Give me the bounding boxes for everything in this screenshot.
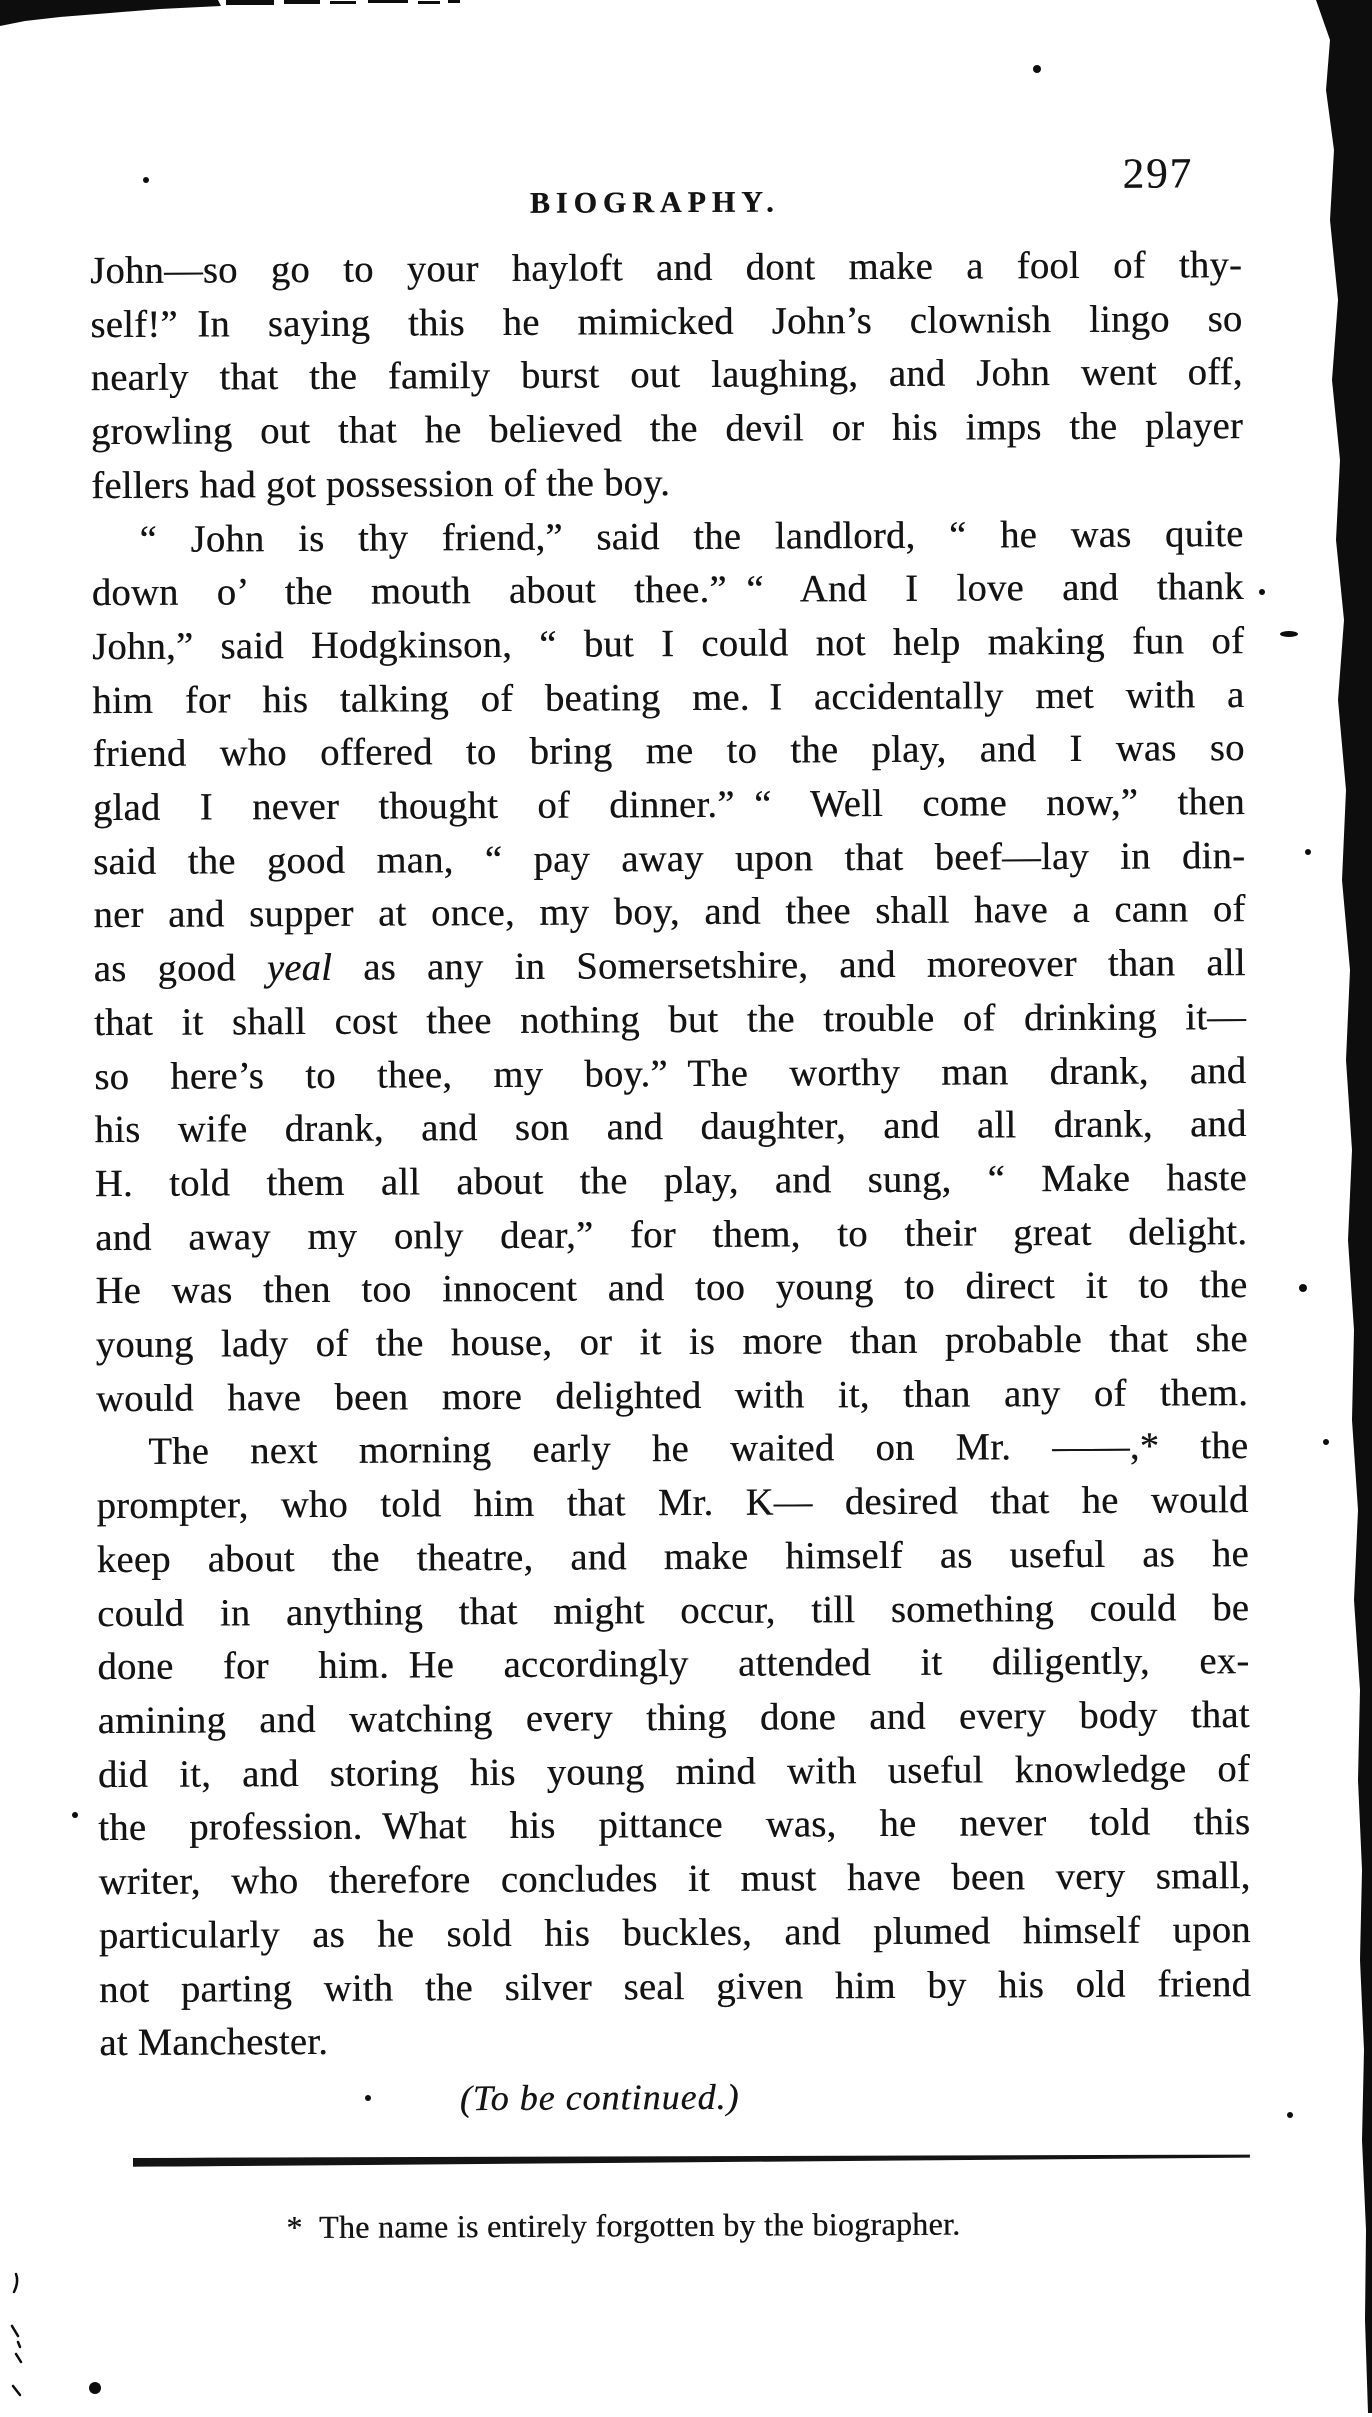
text-line [96,1474,1248,1534]
text-line [92,722,1244,782]
text-segment: fellers had got possession of the boy. [91,461,671,507]
text-segment: self!” In saying this he mimicked John’s clownish lingo so [90,297,1243,346]
body-text [90,239,1252,2071]
text-line [90,239,1242,299]
text-segment: not parting with the silver seal given him by his old friend [98,1962,1252,2011]
text-segment: did it, and storing his young mind with useful knowledge of [97,1747,1251,1796]
text-line [96,1313,1248,1373]
text-line [94,991,1246,1051]
text-line [97,1582,1249,1642]
text-line [91,400,1243,460]
text-line [93,776,1245,836]
text-segment: ner and supper at once, my boy, and thee shall have a cann of [93,888,1246,937]
text-segment: that it shall cost thee nothing but the trouble of drinking it— [93,995,1247,1044]
text-line [90,293,1242,353]
text-line [97,1635,1249,1695]
text-line [98,1850,1250,1910]
text-line [93,884,1245,944]
text-line [98,1796,1250,1856]
text-line [99,2011,1251,2071]
text-segment: glad I never thought of dinner.” “ Well come now,” then [92,781,1246,830]
text-segment: done for him. He accordingly attended it diligently, ex- [97,1640,1250,1689]
page-number: 297 [1122,150,1194,198]
italic-word: yeal [266,946,333,990]
text-line [91,454,1243,514]
text-segment: at Manchester. [99,2021,329,2065]
text-line [92,615,1244,675]
text-segment: H. told them all about the play, and sung, “ Make haste [94,1157,1247,1206]
text-line [94,1098,1246,1158]
text-segment: nearly that the family burst out laughing, and John went off, [90,351,1243,400]
text-segment: said the good man, “ pay away upon that beef—lay in din- [93,834,1246,883]
text-line [95,1152,1247,1212]
text-segment: writer, who therefore concludes it must have been very small, [98,1855,1251,1904]
text-line [94,937,1246,997]
text-segment: as good [93,947,267,991]
text-segment: John,” said Hodgkinson, “ but I could not help making fun of [91,619,1245,669]
text-line [97,1528,1249,1588]
text-segment: as any in Somersetshire, and moreover than all [332,942,1246,989]
text-segment: keep about the theatre, and make himself as useful as he [96,1532,1249,1581]
text-segment: the profession. What his pittance was, he never told this [98,1801,1251,1850]
text-line [93,830,1245,890]
text-line [91,346,1243,406]
text-segment: He was then too innocent and too young to direct it to the [95,1264,1248,1313]
footnote-text: * The name is entirely forgotten by the biographer. [286,2205,961,2246]
text-segment: growling out that he believed the devil or his imps the player [90,405,1244,454]
text-segment: could in anything that might occur, till something could be [97,1586,1250,1635]
text-segment: young lady of the house, or it is more than probable that she [95,1318,1248,1367]
text-segment: and away my only dear,” for them, to their great delight. [95,1210,1248,1259]
text-line [92,669,1244,729]
text-segment: particularly as he sold his buckles, and plumed himself upon [98,1908,1251,1957]
text-line [94,1045,1246,1105]
text-segment: friend who offered to bring me to the play, and I was so [92,727,1245,776]
text-segment: prompter, who told him that Mr. K— desired that he would [96,1479,1249,1528]
text-segment: so here’s to thee, my boy.” The worthy man drank, and [94,1049,1247,1098]
text-line [98,1743,1250,1803]
text-line [96,1367,1248,1427]
text-segment: would have been more delighted with it, than any of them. [95,1371,1249,1420]
text-segment: his wife drank, and son and daughter, and all drank, and [94,1103,1247,1152]
text-line [95,1206,1247,1266]
text-segment: amining and watching every thing done and every body that [97,1694,1250,1743]
running-header [0,0,1366,220]
footnote-rule [133,2152,1250,2167]
section-title: BIOGRAPHY. [529,185,780,220]
text-segment: down o’ the mouth about thee.” “ And I love and thank [91,566,1244,615]
text-line [96,1421,1248,1481]
text-segment: John—so go to your hayloft and dont make a fool of thy- [89,244,1243,293]
text-line [95,1259,1247,1319]
text-segment: The next morning early he waited on Mr. ——,* the [148,1425,1249,1474]
continuation-note: (To be continued.) [459,2076,740,2119]
text-line [99,1958,1251,2018]
text-line [99,1904,1251,1964]
text-line [92,561,1244,621]
text-segment: “ John is thy friend,” said the landlord, “ he was quite [139,512,1244,561]
text-line [98,1689,1250,1749]
text-segment: him for his talking of beating me. I accidentally met with a [92,673,1245,722]
text-line [91,508,1243,568]
